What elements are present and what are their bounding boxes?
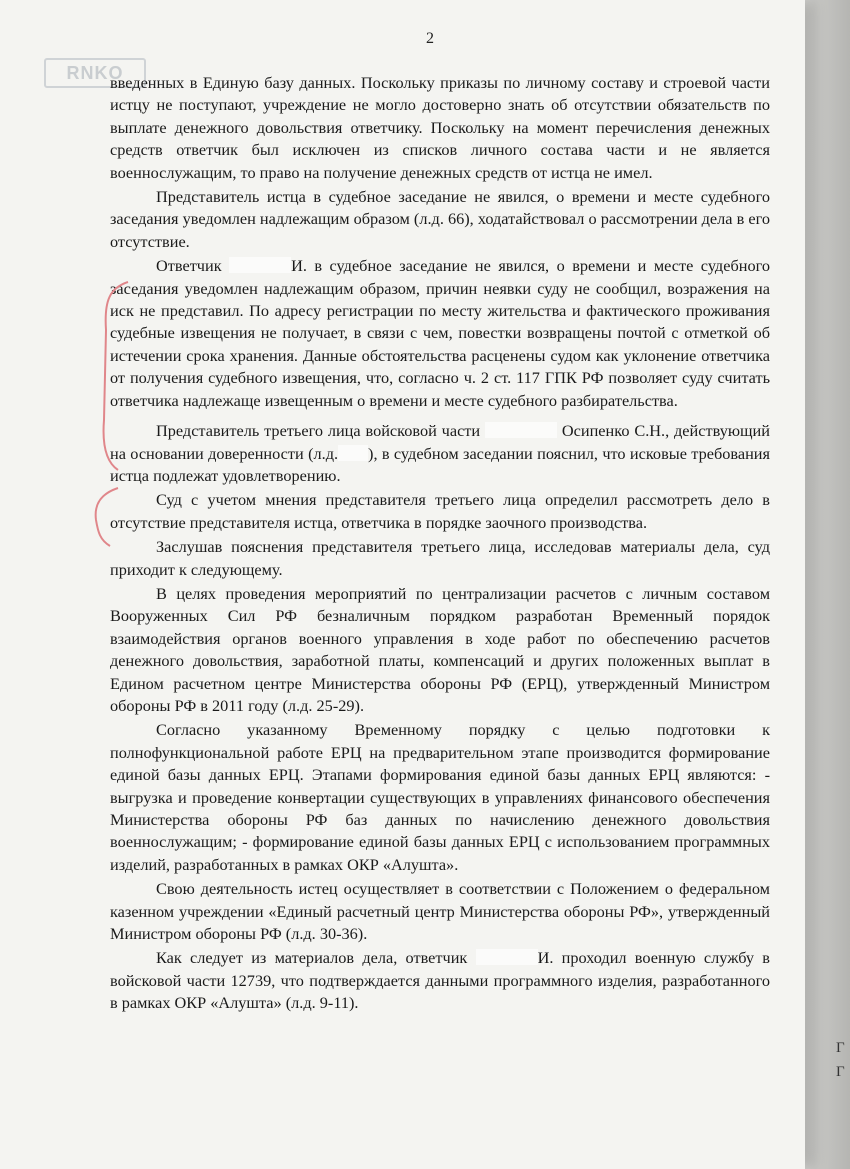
faded-stamp: RNKO xyxy=(44,58,146,88)
service-start: Как следует из материалов дела, ответчик xyxy=(156,948,468,968)
edge-text-fragment: Г xyxy=(836,1064,845,1080)
paragraph-hearing: Заслушав пояснения представителя третьего лица, исследовав материалы дела, суд приходит к следующему. xyxy=(110,537,770,579)
third-party-middle: Осипенко С.Н., действующий на основании доверенности (л.д. xyxy=(110,421,770,463)
redaction-box xyxy=(476,949,538,965)
paragraph-continuation: введенных в Единую базу данных. Поскольку приказы по личному составу и строевой части истцу не поступают, учреждение не могло достоверно знать об отсутствии обязательств по выплате денежного довольствия ответчику. Поскольку на момент перечисления денежных средств ответчик был исключен из списков личного состава части и не является военнослужащим, то право на получение денежных средств от истца не имел. xyxy=(110,73,770,182)
third-party-rest: ), в судебном заседании пояснил, что исковые требования истца подлежат удовлетворению. xyxy=(110,443,770,485)
defendant-start: Ответчик xyxy=(156,256,222,276)
page-number: 2 xyxy=(426,30,434,47)
paragraph-defendant xyxy=(110,255,770,412)
defendant-rest: И. в судебное заседание не явился, о времени и месте судебного заседания уведомлен надлежащим образом, причин неявки суду не сообщил, возражения на иск не представил. По адресу регистрации по месту жительства и фактического проживания судебные извещения не получает, в связи с чем, повестки возвращены почтой с отметкой об истечении срока хранения. Данные обстоятельства расценены судом как уклонение ответчика от получения судебного извещения, что, согласно ч. 2 ст. 117 ГПК РФ позволяет суду считать ответчика надлежаще извещенным о времени и месте судебного разбирательства. xyxy=(110,256,770,410)
paragraph-service xyxy=(110,947,770,1014)
paragraph-third-party xyxy=(110,420,770,487)
paragraph-plaintiff-representative: Представитель истца в судебное заседание не явился, о времени и месте судебного заседания уведомлен надлежащим образом (л.д. 66), ходатайствовал о рассмотрении дела в его отсутствие. xyxy=(110,187,770,251)
service-rest: И. проходил военную службу в войсковой части 12739, что подтверждается данными программного изделия, разработанного в рамках ОКР «Алушта» (л.д. 9-11). xyxy=(110,948,770,1013)
paragraph-centralization: В целях проведения мероприятий по централизации расчетов с личным составом Вооруженных Сил РФ безналичным порядком разработан Временный порядок взаимодействия органов военного управления в ходе работ по обеспечению расчетов денежного довольствия, заработной платы, компенсаций и других положенных выплат в Едином расчетном центре Министерства обороны РФ (ЕРЦ), утвержденный Министром обороны РФ в 2011 году (л.д. 25-29). xyxy=(110,583,770,715)
paragraph-regulation: Свою деятельность истец осуществляет в соответствии с Положением о федеральном казенном учреждении «Единый расчетный центр Министерства обороны РФ», утвержденный Министром обороны РФ (л.д. 30-36). xyxy=(110,879,770,944)
edge-text-fragment: Г xyxy=(836,1040,845,1056)
paragraph-court-decision: Суд с учетом мнения представителя третьего лица определил рассмотреть дело в отсутствие представителя истца, ответчика в порядке заочного производства. xyxy=(110,490,770,532)
document-body xyxy=(110,72,770,1015)
redaction-box xyxy=(229,257,291,273)
redaction-box xyxy=(338,445,368,461)
redaction-box xyxy=(485,422,557,438)
paragraph-temporary-order: Согласно указанному Временному порядку с целью подготовки к полнофункциональной работе ЕРЦ на предварительном этапе производится формирование единой базы данных ЕРЦ. Этапами формирования единой базы данных ЕРЦ являются: - выгрузка и проведение конвертации существующих в управлениях финансового обеспечения Министерства обороны РФ баз данных по начислению денежного довольствия военнослужащим; - формирование единой базы данных ЕРЦ с использованием программных изделий, разработанных в рамках ОКР «Алушта». xyxy=(110,720,770,874)
third-party-start: Представитель третьего лица войсковой части xyxy=(156,421,481,441)
